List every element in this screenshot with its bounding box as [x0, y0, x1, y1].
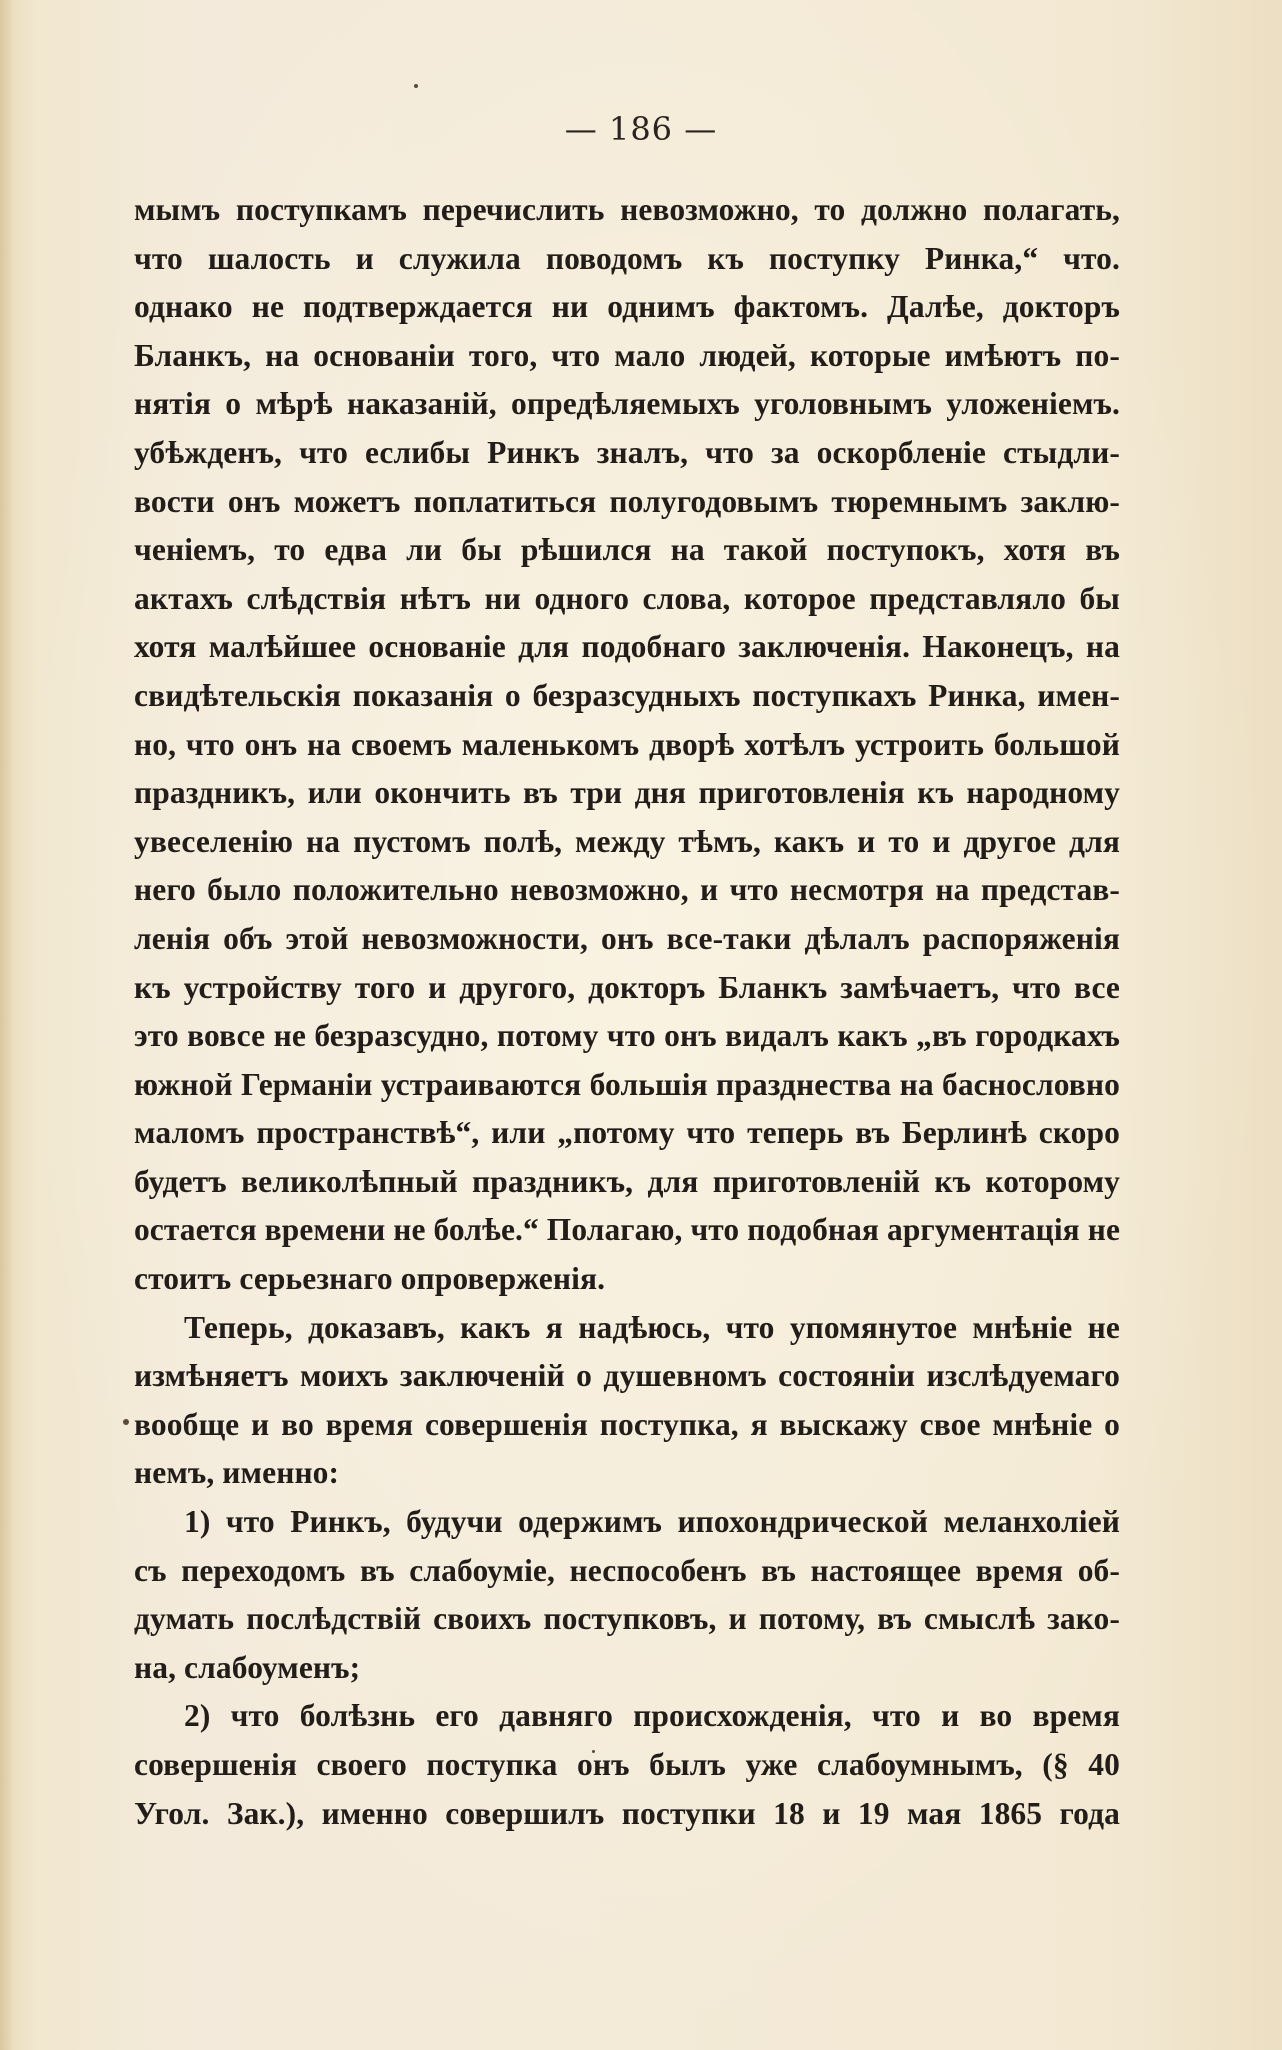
- text-line: но, что онъ на своемъ маленькомъ дворѣ хотѣлъ устроить большой: [134, 726, 1120, 762]
- text-line: къ устройству того и другого, докторъ Бланкъ замѣчаетъ, что все: [134, 969, 1120, 1005]
- text-line: ленія объ этой невозможности, онъ все-таки дѣлалъ распоряженія: [134, 920, 1120, 956]
- text-line: него было положительно невозможно, и что несмотря на представ-: [134, 872, 1120, 908]
- text-line: съ переходомъ въ слабоумiе, неспособенъ въ настоящее время об-: [134, 1552, 1120, 1588]
- text-line: 1) что Ринкъ, будучи одержимъ ипохондрической меланхоліей: [184, 1504, 1120, 1540]
- ink-speck: [414, 84, 418, 88]
- text-line: увеселенію на пустомъ полѣ, между тѣмъ, какъ и то и другое для: [134, 823, 1120, 859]
- text-line: измѣняетъ моихъ заключеній о душевномъ состояніи изслѣдуемаго: [134, 1358, 1120, 1394]
- text-line: ченіемъ, то едва ли бы рѣшился на такой поступокъ, хотя въ: [134, 532, 1120, 568]
- ink-speck: [123, 1419, 129, 1425]
- text-line: будетъ великолѣпный праздникъ, для приготовленій къ которому: [134, 1163, 1120, 1199]
- text-line: совершенія своего поступка онъ былъ уже слабоумнымъ, (§ 40: [134, 1747, 1120, 1782]
- text-line: убѣжденъ, что еслибы Ринкъ зналъ, что за оскорбленіе стыдли-: [134, 434, 1120, 470]
- text-line: думать послѣдствій своихъ поступковъ, и потому, въ смыслѣ зако-: [134, 1601, 1120, 1637]
- text-line: стоитъ серьезнаго опроверженія.: [134, 1261, 606, 1297]
- text-line: нятія о мѣрѣ наказаній, опредѣляемыхъ уголовнымъ уложеніемъ.: [134, 386, 1120, 422]
- text-line: вообще и во время совершенія поступка, я выскажу свое мнѣніе о: [134, 1406, 1120, 1442]
- body-text: [134, 186, 1120, 1838]
- page-binding-shadow: [0, 0, 14, 2050]
- text-line: на, слабоуменъ;: [134, 1649, 361, 1685]
- text-line: однако не подтверждается ни однимъ фактомъ. Далѣе, докторъ: [134, 289, 1120, 325]
- text-line: 2) что болѣзнь его давняго происхожденія, что и во время: [184, 1698, 1120, 1734]
- text-line: южной Германіи устраиваются большія празднества на баснословно: [134, 1066, 1120, 1102]
- page-number: — 186 —: [564, 110, 718, 148]
- text-line: мымъ поступкамъ перечислить невозможно, то должно полагать,: [134, 192, 1120, 227]
- text-line: Бланкъ, на основанiи того, что мало людей, которые имѣютъ по-: [134, 337, 1120, 373]
- text-line: вости онъ можетъ поплатиться полугодовымъ тюремнымъ заклю-: [134, 483, 1120, 519]
- text-line: маломъ пространствѣ“, или „потому что теперь въ Берлинѣ скоро: [134, 1115, 1120, 1151]
- text-line: что шалость и служила поводомъ къ поступку Ринка,“ что.: [134, 240, 1120, 276]
- text-line: Угол. Зак.), именно совершилъ поступки 18 и 19 мая 1865 года: [134, 1795, 1120, 1831]
- text-line: хотя малѣйшее основаніе для подобнаго заключенія. Наконецъ, на: [134, 629, 1120, 665]
- text-line: свидѣтельскія показанія о безразсудныхъ поступкахъ Ринка, имен-: [134, 677, 1120, 713]
- text-line: актахъ слѣдствія нѣтъ ни одного слова, которое представляло бы: [134, 580, 1120, 616]
- text-line: немъ, именно:: [134, 1455, 340, 1491]
- text-line: праздникъ, или окончить въ три дня приготовленія къ народному: [134, 775, 1120, 811]
- text-line: это вовсе не безразсудно, потому что онъ видалъ какъ „въ городкахъ: [134, 1018, 1120, 1054]
- text-line: Теперь, доказавъ, какъ я надѣюсь, что упомянутое мнѣніе не: [184, 1309, 1120, 1345]
- text-line: остается времени не болѣе.“ Полагаю, что подобная аргументація не: [134, 1212, 1120, 1248]
